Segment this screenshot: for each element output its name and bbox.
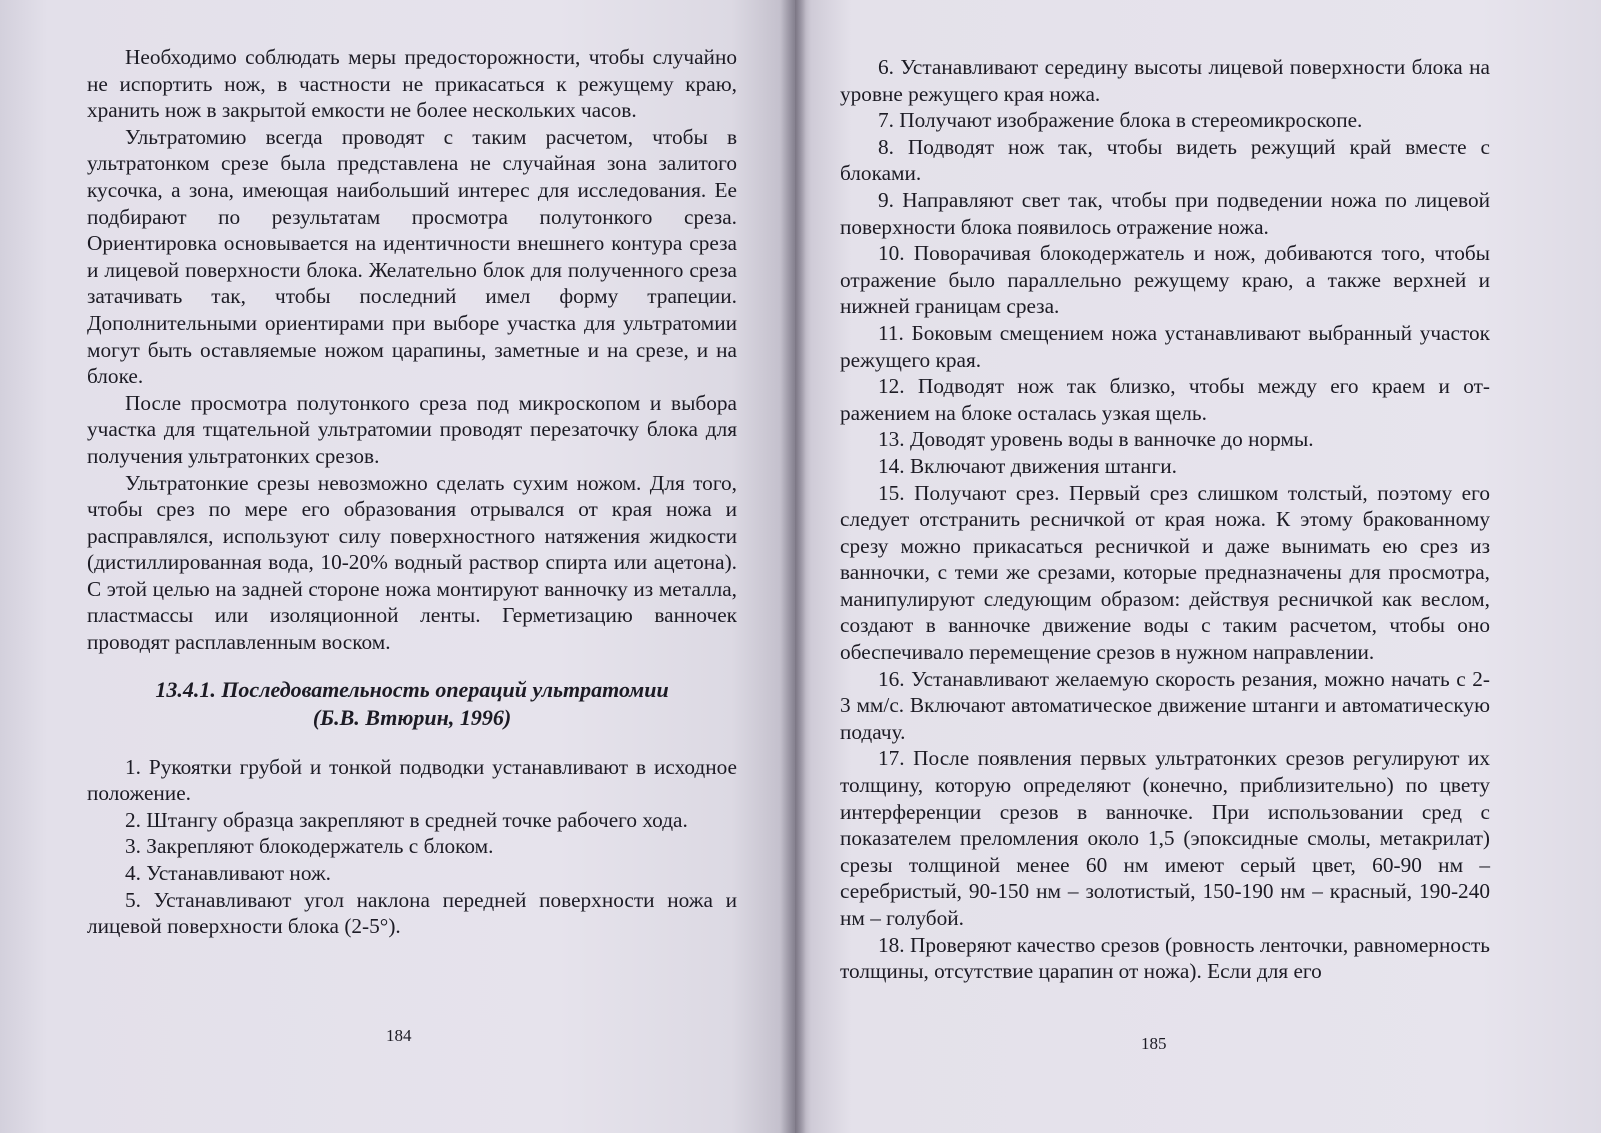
step-item: 8. Подводят нож так, чтобы видеть режущий край вместе с блоками. — [840, 134, 1490, 186]
step-item: 9. Направляют свет так, чтобы при подведении ножа по лицевой поверхности блока появилось отражение ножа. — [840, 187, 1490, 239]
paragraph: После просмотра полутонкого среза под микроскопом и выбора участка для тщательной ультратомии проводят перезаточку блока для получения ультратонких срезов. — [87, 390, 737, 468]
paragraph: Необходимо соблюдать меры предосторожности, чтобы случайно не испортить нож, в частности не прикасаться к режущему краю, хранить нож в закрытой емкости не более нескольких часов. — [87, 45, 737, 123]
step-item: 17. После появления первых ультратонких срезов регулируют их толщину, которую определяют (конечно, приблизительно) по цвету интерференции срезов в ванночке. При использовании сред с показателем преломления около 1,5 (эпоксидные смолы, метакрилат) срезы толщиной менее 60 нм имеют серый цвет, 60-90 нм – серебристый, 90-150 нм – золотистый, 150-190 нм – красный, 190-240 нм – голубой. — [840, 746, 1490, 930]
right-page-text — [840, 54, 1490, 985]
step-item: 3. Закрепляют блокодержатель с блоком. — [125, 834, 494, 859]
left-page — [0, 0, 795, 1133]
left-page-text — [87, 44, 737, 940]
page-number: 184 — [386, 1026, 412, 1045]
paragraph: Ультратонкие срезы невозможно сделать сухим ножом. Для того, чтобы срез по мере его образования отрывался от края ножа и расправлялся, используют силу поверхностного натяжения жидкости (дистиллированная вода, 10-20% водный раствор спирта или ацетона). С этой целью на задней стороне ножа монтируют ванночку из металла, пластмассы или изоляционной ленты. Герметизацию ванночек проводят расплавленным воском. — [87, 470, 737, 655]
step-item: 18. Проверяют качество срезов (ровность ленточки, равномерность толщины, отсутствие царапин от ножа). Если для его — [840, 932, 1490, 984]
step-item: 7. Получают изображение блока в стереомикроскопе. — [878, 108, 1363, 133]
step-item: 2. Штангу образца закрепляют в средней точке рабочего хода. — [125, 807, 688, 832]
step-item: 13. Доводят уровень воды в ванночке до нормы. — [878, 427, 1314, 452]
step-item: 12. Подводят нож так близко, чтобы между его краем и отражением на блоке осталась узкая щель. — [840, 374, 1490, 425]
right-page — [795, 0, 1601, 1133]
step-item: 5. Устанавливают угол наклона передней поверхности ножа и лицевой поверхности блока (2-5°). — [87, 887, 737, 939]
book-gutter — [780, 0, 806, 1133]
step-item: 11. Боковым смещением ножа устанавливают выбранный участок режущего края. — [840, 320, 1490, 372]
step-item: 6. Устанавливают середину высоты лицевой поверхности блока на уровне режущего края ножа. — [840, 55, 1490, 106]
step-item: 1. Рукоятки грубой и тонкой подводки устанавливают в исходное положение. — [87, 754, 737, 806]
step-item: 15. Получают срез. Первый срез слишком толстый, поэтому его следует отстранить ресничкой от края ножа. К этому бракованному срезу можно прикасаться ресничкой и даже вынимать ею срез из ванночки, с теми же срезами, которые предназначены для просмотра, манипулируют следующим образом: действуя ресничкой как веслом, создают в ванночке движение воды с таким расчетом, чтобы оно обеспечивало перемещение срезов в нужном направлении. — [840, 480, 1490, 665]
step-item: 14. Включают движения штанги. — [878, 453, 1178, 478]
step-item: 10. Поворачивая блокодержатель и нож, добиваются того, чтобы отражение было параллельно режущему краю, а также верхней и нижней границам среза. — [840, 241, 1490, 319]
section-heading-source: (Б.В. Втюрин, 1996) — [312, 704, 512, 730]
step-item: 16. Устанавливают желаемую скорость резания, можно начать с 2-3 мм/с. Включают автоматическое движение штанги и автоматическую подачу. — [840, 666, 1490, 744]
paragraph: Ультратомию всегда проводят с таким расчетом, чтобы в ультратонком срезе была представлена не случайная зона залитого кусочка, а зона, имеющая наибольший интерес для исследования. Ее подбирают по результатам просмотра полутонкого среза. Ориентировка основывается на идентичности внешнего контура среза и лицевой поверхности блока. Желательно блок для полученного среза затачивать так, чтобы последний имел форму трапеции. Дополнительными ориентирами при выборе участка для ультратомии могут быть оставляемые ножом царапины, заметные и на срезе, и на блоке. — [87, 124, 737, 389]
page-number: 185 — [1141, 1034, 1167, 1053]
section-heading — [87, 676, 737, 732]
section-heading-title: 13.4.1. Последовательность операций ультратомии — [155, 676, 669, 702]
step-item: 4. Устанавливают нож. — [125, 861, 331, 886]
